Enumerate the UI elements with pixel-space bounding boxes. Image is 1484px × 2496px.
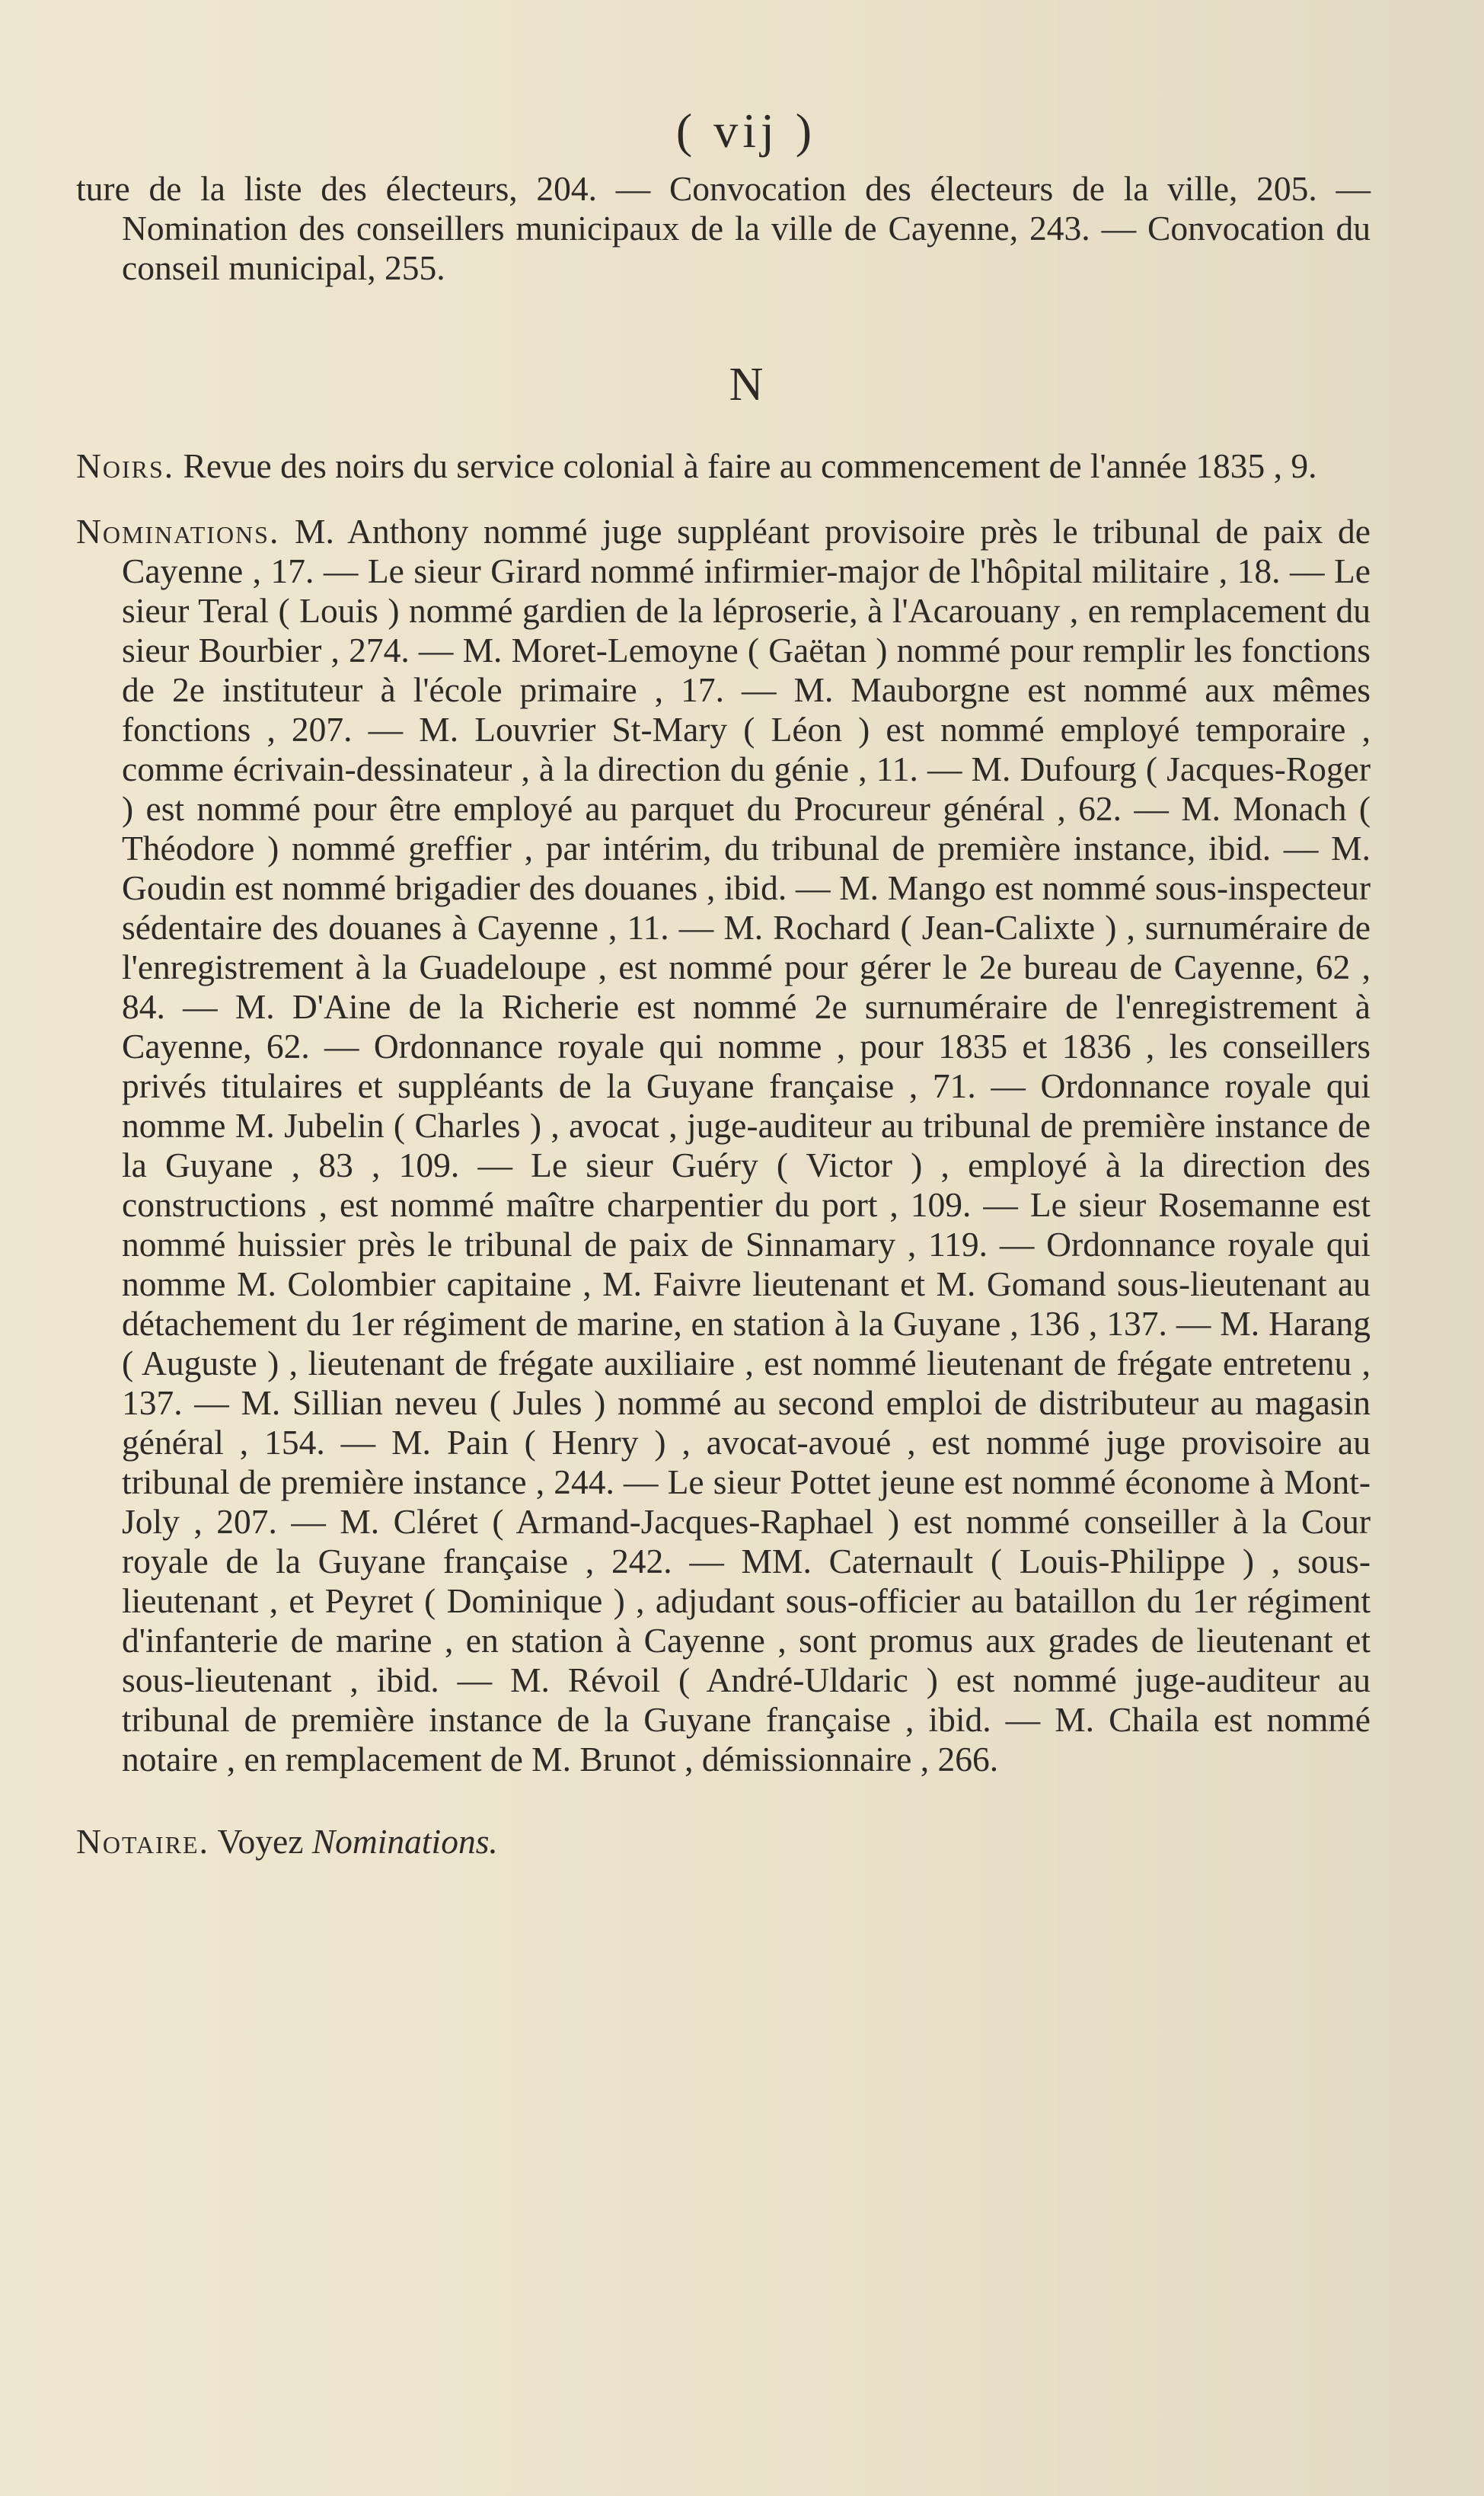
- section-letter: N: [729, 359, 764, 411]
- page-folio: ( vij ): [675, 104, 817, 158]
- entry-noirs: [76, 446, 1371, 486]
- entry-nominations-head: Nominations.: [76, 512, 280, 551]
- entry-noirs-head: Noirs.: [76, 446, 175, 485]
- entry-nominations-text: M. Anthony nommé juge suppléant provisoire près le tribunal de paix de Cayenne , 17. — Le sieur Girard nommé infirmier-major de l'hôpital militaire , 18. — Le sieur Teral ( Louis ) nommé gardien de la léproserie, à l'Acarouany , en remplacement du sieur Bourbier , 274. — M. Moret-Lemoyne ( Gaëtan ) nommé pour remplir les fonctions de 2e instituteur à l'école primaire , 17. — M. Mauborgne est nommé aux mêmes fonctions , 207. — M. Louvrier St-Mary ( Léon ) est nommé employé temporaire , comme écrivain-dessinateur , à la direction du génie , 11. — M. Dufourg ( Jacques-Roger ) est nommé pour être employé au parquet du Procureur général , 62. — M. Monach ( Théodore ) nommé greffier , par intérim, du tribunal de première instance, ibid. — M. Goudin est nommé brigadier des douanes , ibid. — M. Mango est nommé sous-inspecteur sédentaire des douanes à Cayenne , 11. — M. Rochard ( Jean-Calixte ) , surnuméraire de l'enregistrement à la Guadeloupe , est nommé pour gérer le 2e bureau de Cayenne, 62 , 84. — M. D'Aine de la Richerie est nommé 2e surnuméraire de l'enregistrement à Cayenne, 62. — Ordonnance royale qui nomme , pour 1835 et 1836 , les conseillers privés titulaires et suppléants de la Guyane française , 71. — Ordonnance royale qui nomme M. Jubelin ( Charles ) , avocat , juge-auditeur au tribunal de première instance de la Guyane , 83 , 109. — Le sieur Guéry ( Victor ) , employé à la direction des constructions , est nommé maître charpentier du port , 109. — Le sieur Rosemanne est nommé huissier près le tribunal de paix de Sinnamary , 119. — Ordonnance royale qui nomme M. Colombier capitaine , M. Faivre lieutenant et M. Gomand sous-lieutenant au détachement du 1er régiment de marine, en station à la Guyane , 136 , 137. — M. Harang ( Auguste ) , lieutenant de frégate auxiliaire , est nommé lieutenant de frégate entretenu , 137. — M. Sillian neveu ( Jules ) nommé au second emploi de distributeur au magasin général , 154. — M. Pain ( Henry ) , avocat-avoué , est nommé juge provisoire au tribunal de première instance , 244. — Le sieur Pottet jeune est nommé économe à Mont-Joly , 207. — M. Cléret ( Armand-Jacques-Raphael ) est nommé conseiller à la Cour royale de la Guyane française , 242. — MM. Caternault ( Louis-Philippe ) , sous-lieutenant , et Peyret ( Dominique ) , adjudant sous-officier au bataillon du 1er régiment d'infanterie de marine , en station à Cayenne , sont promus aux grades de lieutenant et sous-lieutenant , ibid. — M. Révoil ( André-Uldaric ) est nommé juge-auditeur au tribunal de première instance de la Guyane française , ibid. — M. Chaila est nommé notaire , en remplacement de M. Brunot , démissionnaire , 266.: [122, 512, 1371, 1779]
- entry-noirs-text: Revue des noirs du service colonial à faire au commencement de l'année 1835 , 9.: [183, 446, 1317, 485]
- entry-continuation-text: ture de la liste des électeurs, 204. — Convocation des électeurs de la ville, 205. — Nomination des conseillers municipaux de la ville de Cayenne, 243. — Convocation du conseil municipal, 255.: [76, 169, 1371, 287]
- entry-notaire-head: Notaire.: [76, 1822, 209, 1861]
- entry-continuation: [76, 169, 1371, 288]
- document-page: [76, 104, 1371, 1862]
- entry-notaire-ref: Nominations.: [311, 1822, 498, 1861]
- entry-nominations: [76, 512, 1371, 1779]
- entry-notaire-text: Voyez: [217, 1822, 304, 1861]
- entry-notaire: [76, 1822, 1371, 1862]
